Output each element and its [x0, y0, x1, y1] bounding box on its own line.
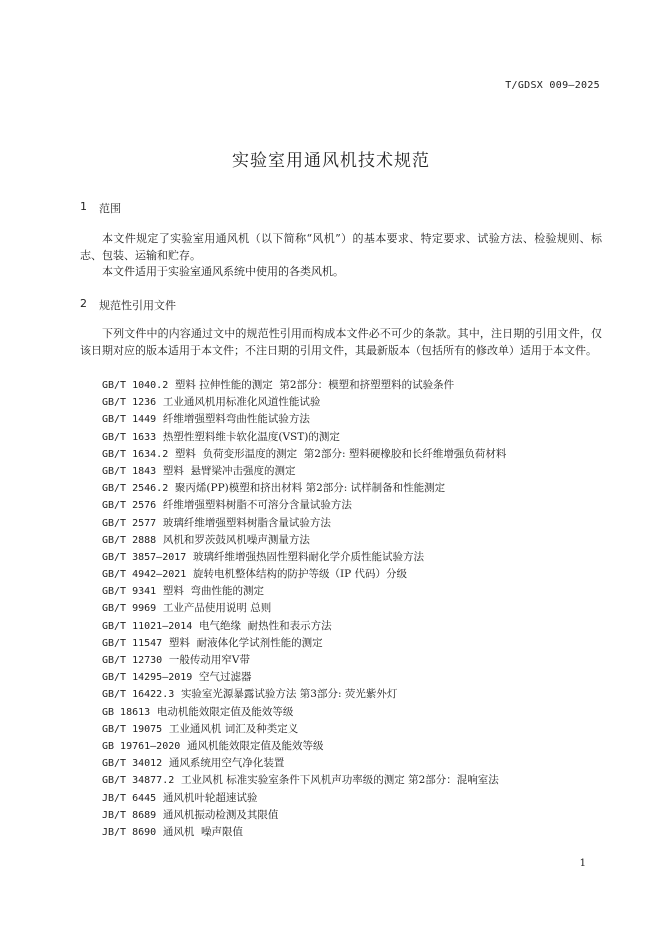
document-title: 实验室用通风机技术规范	[232, 151, 430, 171]
reference-item	[102, 772, 506, 789]
reference-code: GB/T 2576	[102, 500, 157, 512]
reference-title: 工业通风机用标准化风道性能试验	[162, 396, 321, 409]
reference-code: GB/T 2546.2	[102, 483, 169, 495]
reference-item	[102, 463, 506, 480]
reference-code: GB/T 1040.2	[102, 380, 169, 391]
reference-code: GB/T 2577	[102, 517, 157, 529]
section-heading-scope	[80, 200, 121, 216]
reference-code: GB/T 19075	[102, 723, 163, 735]
reference-code: GB/T 1633	[102, 431, 157, 443]
section-heading-normative-references	[80, 297, 176, 313]
reference-title: 一般传动用窄V带	[168, 654, 250, 666]
reference-title: 电动机能效限定值及能效等级	[156, 705, 294, 718]
reference-code: GB/T 3857—2017	[102, 551, 187, 563]
reference-title: 塑料 拉伸性能的测定 第2部分：模塑和挤塑塑料的试验条件	[174, 379, 455, 391]
reference-title: 玻璃纤维增强热固性塑料耐化学介质性能试验方法	[192, 550, 424, 563]
reference-code: GB/T 14295—2019	[102, 672, 193, 684]
reference-title: 纤维增强塑料树脂不可溶分含量试验方法	[162, 499, 352, 512]
reference-title: 塑料 弯曲性能的测定	[162, 585, 265, 598]
reference-code: GB/T 16422.3	[102, 689, 175, 701]
reference-item	[102, 480, 506, 497]
reference-item	[102, 618, 506, 635]
reference-title: 热塑性塑料维卡软化温度(VST)的测定	[162, 430, 340, 443]
reference-code: GB/T 12730	[102, 655, 163, 666]
reference-title: 通风系统用空气净化装置	[168, 757, 285, 770]
reference-title: 聚丙烯(PP)模塑和挤出材料 第2部分: 试样制备和性能测定	[174, 482, 446, 495]
section-title: 范围	[99, 202, 121, 215]
reference-list	[102, 377, 506, 841]
reference-title: 工业产品使用说明 总则	[162, 602, 272, 615]
reference-item	[102, 532, 506, 549]
reference-item	[102, 738, 506, 755]
reference-title: 通风机叶轮超速试验	[162, 791, 258, 804]
reference-title: 通风机能效限定值及能效等级	[186, 739, 324, 752]
reference-title: 塑料 负荷变形温度的测定 第2部分: 塑料硬橡胶和长纤维增强负荷材料	[174, 447, 507, 460]
scope-paragraph-1: 本文件规定了实验室用通风机（以下简称“风机”）的基本要求、特定要求、试验方法、检验规则、标志、包装、运输和贮存。	[80, 232, 602, 262]
reference-code: GB/T 4942—2021	[102, 569, 187, 581]
reference-code: GB/T 11021—2014	[102, 620, 193, 632]
reference-item	[102, 755, 506, 772]
reference-title: 工业风机 标准实验室条件下风机声功率级的测定 第2部分：混响室法	[180, 774, 499, 787]
reference-code: GB/T 2888	[102, 534, 157, 546]
reference-code: GB 18613	[102, 706, 151, 718]
normative-references-intro: 下列文件中的内容通过文中的规范性引用而构成本文件必不可少的条款。其中，注日期的引用文件，仅该日期对应的版本适用于本文件；不注日期的引用文件，其最新版本（包括所有的修改单）适用于本文件。	[80, 327, 602, 357]
reference-item	[102, 497, 506, 514]
reference-item	[102, 790, 506, 807]
scope-paragraph-2: 本文件适用于实验室通风系统中使用的各类风机。	[102, 265, 344, 278]
reference-item	[102, 583, 506, 600]
section-title: 规范性引用文件	[99, 299, 176, 312]
reference-item	[102, 549, 506, 566]
reference-item	[102, 635, 506, 652]
reference-item	[102, 686, 506, 703]
reference-code: JB/T 6445	[102, 792, 157, 804]
reference-item	[102, 446, 506, 463]
reference-item	[102, 704, 506, 721]
reference-item	[102, 600, 506, 617]
reference-item	[102, 515, 506, 532]
reference-item	[102, 377, 506, 394]
reference-title: 通风机 噪声限值	[162, 825, 244, 838]
reference-code: GB/T 9969	[102, 603, 157, 615]
reference-title: 塑料 悬臂梁冲击强度的测定	[162, 464, 296, 477]
reference-title: 工业通风机 词汇及种类定义	[168, 722, 299, 735]
reference-item	[102, 807, 506, 824]
reference-code: GB 19761—2020	[102, 740, 181, 752]
reference-title: 纤维增强塑料弯曲性能试验方法	[162, 413, 310, 426]
reference-title: 风机和罗茨鼓风机噪声测量方法	[162, 533, 310, 546]
reference-title: 实验室光源暴露试验方法 第3部分: 荧光紫外灯	[180, 688, 398, 701]
reference-code: GB/T 1236	[102, 397, 157, 409]
reference-code: GB/T 34012	[102, 758, 163, 770]
section-number: 2	[80, 297, 87, 310]
reference-code: GB/T 1843	[102, 465, 157, 477]
reference-title: 旋转电机整体结构的防护等级（IP 代码）分级	[192, 568, 408, 581]
reference-item	[102, 566, 506, 583]
document-code: T/GDSX 009—2025	[505, 80, 600, 91]
page-number: 1	[579, 858, 586, 869]
reference-title: 空气过滤器	[199, 671, 252, 684]
section-number: 1	[80, 200, 87, 213]
reference-item	[102, 429, 506, 446]
reference-code: GB/T 1634.2	[102, 448, 169, 460]
reference-code: GB/T 9341	[102, 586, 157, 598]
reference-item	[102, 824, 506, 841]
reference-item	[102, 394, 506, 411]
reference-title: 玻璃纤维增强塑料树脂含量试验方法	[162, 516, 331, 529]
reference-title: 电气绝缘 耐热性和表示方法	[199, 619, 332, 632]
reference-code: GB/T 1449	[102, 414, 157, 426]
reference-item	[102, 411, 506, 428]
reference-code: JB/T 8689	[102, 809, 157, 821]
reference-item	[102, 669, 506, 686]
reference-code: JB/T 8690	[102, 826, 157, 838]
reference-item	[102, 721, 506, 738]
reference-title: 塑料 耐液体化学试剂性能的测定	[168, 636, 323, 649]
reference-code: GB/T 34877.2	[102, 775, 175, 787]
reference-code: GB/T 11547	[102, 637, 163, 649]
reference-item	[102, 652, 506, 669]
reference-title: 通风机振动检测及其限值	[162, 808, 279, 821]
